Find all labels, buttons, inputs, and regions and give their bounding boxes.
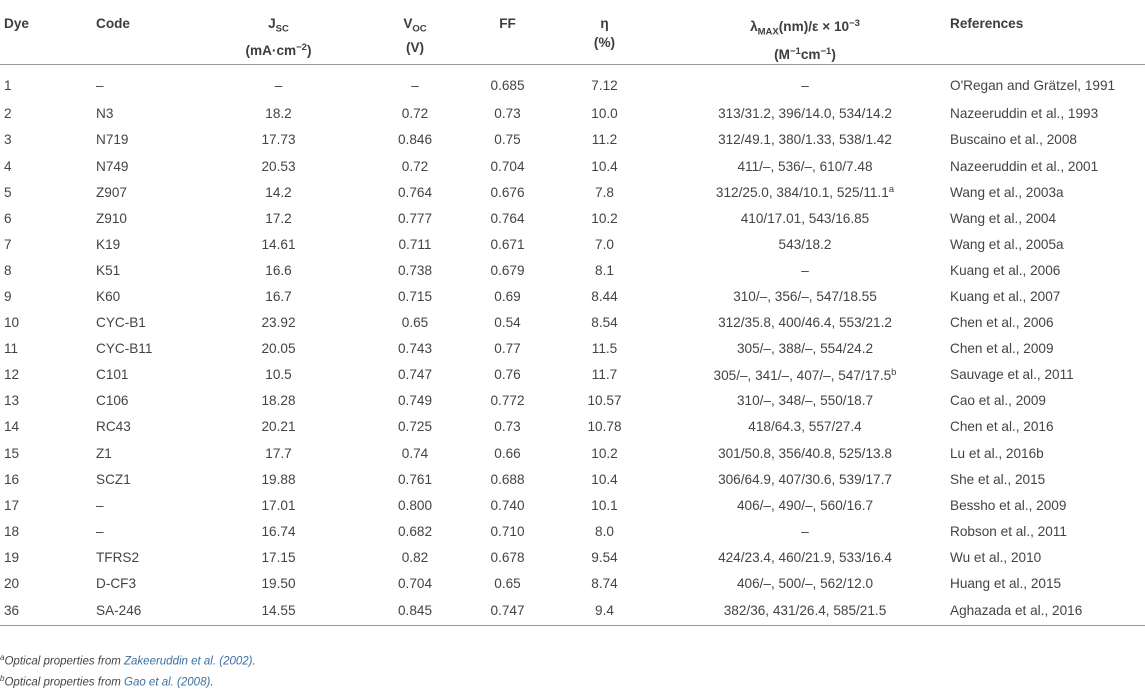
cell-dye: 20 xyxy=(4,576,20,592)
cell-jsc: 14.61 xyxy=(261,236,296,252)
cell-eta: 10.4 xyxy=(591,158,618,174)
cell-dye: 5 xyxy=(4,184,12,200)
cell-voc: 0.74 xyxy=(401,445,429,461)
cell-lambda: 310/–, 356/–, 547/18.55 xyxy=(733,289,877,304)
header-row xyxy=(0,0,1145,64)
cell-voc: 0.747 xyxy=(397,367,433,383)
cell-dye: 17 xyxy=(4,497,20,513)
cell-dye: 6 xyxy=(4,210,12,226)
cell-voc: 0.743 xyxy=(397,341,433,357)
cell-dye: 14 xyxy=(4,419,20,435)
cell-reference: Cao et al., 2009 xyxy=(950,393,1046,409)
table-row xyxy=(0,64,1145,101)
cell-lambda: – xyxy=(801,523,809,539)
cell-eta: 11.7 xyxy=(591,367,618,383)
cell-voc: 0.682 xyxy=(397,523,433,539)
table-row xyxy=(0,544,1145,570)
cell-lambda: 305/–, 388/–, 554/24.2 xyxy=(736,341,874,357)
cell-lambda: 411/–, 536/–, 610/7.48 xyxy=(737,158,873,174)
cell-lambda: 310/–, 348/–, 550/18.7 xyxy=(736,393,874,409)
cell-ff: 0.688 xyxy=(490,471,525,487)
cell-jsc: 19.88 xyxy=(261,471,296,487)
cell-lambda: 382/36, 431/26.4, 585/21.5 xyxy=(723,603,887,619)
header-code: Code xyxy=(96,16,130,31)
cell-reference: Nazeeruddin et al., 1993 xyxy=(950,106,1099,122)
table-row xyxy=(0,179,1145,205)
cell-dye: 10 xyxy=(4,315,20,331)
cell-code: TFRS2 xyxy=(96,549,140,565)
cell-jsc: 19.50 xyxy=(261,576,296,592)
cell-reference: Chen et al., 2006 xyxy=(950,315,1054,331)
cell-jsc: 17.15 xyxy=(261,549,296,565)
cell-eta: 8.74 xyxy=(591,576,618,592)
cell-code: K51 xyxy=(96,262,121,278)
cell-eta: 10.2 xyxy=(591,445,618,461)
cell-code: K60 xyxy=(96,289,121,304)
cell-voc: 0.761 xyxy=(397,471,433,487)
cell-ff: 0.710 xyxy=(490,523,525,539)
cell-voc: 0.749 xyxy=(397,393,433,409)
cell-ff: 0.69 xyxy=(494,289,521,304)
cell-dye: 18 xyxy=(4,523,20,539)
header-voc: $V_{OC}$ (V) xyxy=(403,16,427,56)
cell-ff: 0.764 xyxy=(490,210,525,226)
cell-dye: 16 xyxy=(4,471,20,487)
cell-voc: 0.777 xyxy=(397,210,433,226)
header-lambda: $\lambda_{MAX}(nm)/\varepsilon \times 10^{-3}$ $(M^{-1}cm^{-1})$ xyxy=(750,18,860,62)
cell-voc: 0.800 xyxy=(397,497,433,513)
cell-lambda: 543/18.2 xyxy=(778,236,832,252)
table-row xyxy=(0,362,1145,388)
cell-code: K19 xyxy=(96,236,121,252)
cell-eta: 10.57 xyxy=(587,393,622,409)
cell-ff: 0.54 xyxy=(494,315,521,331)
cell-voc: 0.764 xyxy=(397,184,433,200)
table-row xyxy=(0,231,1145,257)
table-row xyxy=(0,101,1145,127)
footnote-marker: b xyxy=(891,366,897,378)
cell-reference: Huang et al., 2015 xyxy=(950,576,1062,592)
cell-eta: 7.12 xyxy=(591,78,618,94)
cell-jsc: 23.92 xyxy=(261,315,296,331)
cell-voc: 0.82 xyxy=(401,549,429,565)
cell-eta: 8.1 xyxy=(595,262,614,278)
cell-eta: 10.0 xyxy=(591,106,618,122)
cell-ff: 0.77 xyxy=(494,341,521,357)
table-row xyxy=(0,388,1145,414)
table-row xyxy=(0,440,1145,466)
header-jsc: $J_{SC}$ $(mA\cdot cm^{-2})$ xyxy=(245,16,312,59)
cell-jsc: 20.21 xyxy=(261,419,296,435)
cell-reference: Buscaino et al., 2008 xyxy=(950,132,1077,148)
cell-jsc: 17.2 xyxy=(265,210,292,226)
cell-dye: 2 xyxy=(4,106,12,122)
cell-dye: 12 xyxy=(4,367,20,383)
cell-dye: 1 xyxy=(4,78,12,94)
cell-dye: 13 xyxy=(4,393,20,409)
cell-lambda: 406/–, 490/–, 560/16.7 xyxy=(736,497,874,513)
table-row xyxy=(0,127,1145,153)
cell-lambda: 418/64.3, 557/27.4 xyxy=(748,419,862,435)
cell-reference: She et al., 2015 xyxy=(950,471,1046,487)
cell-jsc: 16.7 xyxy=(265,289,292,304)
cell-ff: 0.73 xyxy=(494,419,521,435)
cell-reference: Chen et al., 2009 xyxy=(950,341,1054,357)
cell-eta: 9.4 xyxy=(595,603,614,619)
cell-voc: 0.738 xyxy=(397,262,433,278)
cell-lambda: 312/25.0, 384/10.1, 525/11.1$^a$ xyxy=(715,184,895,201)
cell-eta: 10.78 xyxy=(587,419,622,435)
cell-eta: 10.1 xyxy=(591,497,618,513)
table-row xyxy=(0,466,1145,492)
cell-code: C106 xyxy=(96,393,129,409)
header-eta: η (%) xyxy=(593,16,616,50)
cell-jsc: 16.74 xyxy=(261,523,296,539)
cell-reference: Robson et al., 2011 xyxy=(950,523,1067,539)
cell-jsc: 14.2 xyxy=(265,184,292,200)
cell-lambda: 406/–, 500/–, 562/12.0 xyxy=(736,576,874,592)
cell-reference: Bessho et al., 2009 xyxy=(950,497,1067,513)
cell-ff: 0.704 xyxy=(490,158,525,174)
cell-code: SA-246 xyxy=(96,603,142,619)
cell-code: N749 xyxy=(96,158,129,174)
cell-ff: 0.676 xyxy=(490,184,525,200)
table-row xyxy=(0,570,1145,596)
cell-code: RC43 xyxy=(96,419,131,435)
cell-code: – xyxy=(96,497,104,513)
cell-reference: Wang et al., 2005a xyxy=(950,236,1064,252)
cell-voc: – xyxy=(411,78,419,94)
cell-code: CYC-B1 xyxy=(96,315,146,331)
cell-ff: 0.747 xyxy=(490,603,525,619)
footnote-b-link[interactable]: Gao et al. (2008) xyxy=(124,676,211,689)
cell-lambda: 312/35.8, 400/46.4, 553/21.2 xyxy=(718,315,892,331)
cell-eta: 8.44 xyxy=(591,289,618,304)
cell-ff: 0.75 xyxy=(494,132,521,148)
cell-lambda: 312/49.1, 380/1.33, 538/1.42 xyxy=(718,132,892,148)
cell-reference: Kuang et al., 2007 xyxy=(950,289,1061,304)
cell-code: Z910 xyxy=(96,210,127,226)
cell-jsc: 20.05 xyxy=(261,341,296,357)
cell-jsc: 20.53 xyxy=(261,158,296,174)
footnote-marker: a xyxy=(888,184,895,195)
cell-code: – xyxy=(96,523,104,539)
cell-reference: Wang et al., 2004 xyxy=(950,210,1057,226)
cell-voc: 0.65 xyxy=(401,315,429,331)
table-row xyxy=(0,518,1145,544)
header-ff: FF xyxy=(499,16,516,31)
cell-jsc: 14.55 xyxy=(261,603,296,619)
cell-jsc: 17.01 xyxy=(261,497,296,513)
cell-reference: Chen et al., 2016 xyxy=(950,419,1054,435)
cell-dye: 11 xyxy=(4,341,19,357)
cell-voc: 0.725 xyxy=(397,419,433,435)
cell-jsc: 18.2 xyxy=(265,106,292,122)
cell-ff: 0.678 xyxy=(490,549,525,565)
table-row xyxy=(0,310,1145,336)
cell-reference: Lu et al., 2016b xyxy=(950,445,1044,461)
cell-code: Z1 xyxy=(96,445,112,461)
cell-dye: 4 xyxy=(4,158,12,174)
cell-code: SCZ1 xyxy=(96,471,131,487)
footnote-a-link[interactable]: Zakeeruddin et al. (2002) xyxy=(124,655,253,668)
cell-dye: 36 xyxy=(4,603,20,619)
cell-lambda: 301/50.8, 356/40.8, 525/13.8 xyxy=(718,445,892,461)
cell-voc: 0.845 xyxy=(397,603,433,619)
cell-eta: 10.2 xyxy=(591,210,618,226)
cell-reference: Sauvage et al., 2011 xyxy=(950,367,1074,383)
table-row xyxy=(0,336,1145,362)
cell-ff: 0.685 xyxy=(490,78,525,94)
cell-lambda: 424/23.4, 460/21.9, 533/16.4 xyxy=(718,549,892,565)
cell-lambda: – xyxy=(801,78,809,94)
table-row xyxy=(0,205,1145,231)
cell-jsc: 17.7 xyxy=(265,445,292,461)
cell-dye: 3 xyxy=(4,132,12,148)
cell-code: N719 xyxy=(96,132,129,148)
cell-voc: 0.72 xyxy=(401,158,429,174)
header-dye: Dye xyxy=(4,16,29,31)
cell-eta: 9.54 xyxy=(591,549,618,565)
cell-eta: 10.4 xyxy=(591,471,618,487)
table-row xyxy=(0,492,1145,518)
cell-eta: 8.54 xyxy=(591,315,618,331)
cell-ff: 0.679 xyxy=(490,262,525,278)
cell-ff: 0.740 xyxy=(490,497,525,513)
cell-dye: 8 xyxy=(4,262,12,278)
cell-eta: 11.2 xyxy=(591,132,618,148)
cell-eta: 7.8 xyxy=(595,184,614,200)
cell-voc: 0.846 xyxy=(397,132,433,148)
cell-lambda: 306/64.9, 407/30.6, 539/17.7 xyxy=(718,471,892,487)
cell-jsc: 16.6 xyxy=(265,262,292,278)
cell-lambda: 410/17.01, 543/16.85 xyxy=(740,210,870,226)
cell-voc: 0.704 xyxy=(397,576,433,592)
header-references: References xyxy=(950,16,1024,31)
cell-reference: Wang et al., 2003a xyxy=(950,184,1064,200)
table-row xyxy=(0,153,1145,179)
cell-dye: 7 xyxy=(4,236,12,252)
cell-code: Z907 xyxy=(96,184,127,200)
cell-ff: 0.73 xyxy=(494,106,521,122)
table-row xyxy=(0,283,1145,309)
cell-ff: 0.65 xyxy=(494,576,521,592)
cell-ff: 0.772 xyxy=(490,393,525,409)
cell-lambda: 305/–, 341/–, 407/–, 547/17.5$^b$ xyxy=(713,366,897,383)
cell-ff: 0.671 xyxy=(490,236,525,252)
footnotes xyxy=(0,649,256,692)
cell-dye: 9 xyxy=(4,289,12,304)
table-row xyxy=(0,257,1145,283)
cell-voc: 0.711 xyxy=(398,236,432,252)
cell-eta: 11.5 xyxy=(591,341,618,357)
cell-eta: 8.0 xyxy=(595,523,614,539)
cell-reference: O'Regan and Grätzel, 1991 xyxy=(950,78,1116,94)
table-row xyxy=(0,597,1145,626)
cell-dye: 15 xyxy=(4,445,20,461)
cell-jsc: 17.73 xyxy=(261,132,296,148)
cell-code: – xyxy=(96,78,104,94)
cell-dye: 19 xyxy=(4,549,20,565)
cell-reference: Aghazada et al., 2016 xyxy=(950,603,1083,619)
cell-jsc: 18.28 xyxy=(261,393,296,409)
cell-jsc: – xyxy=(274,78,283,94)
footnote-a: $^a$Optical properties from Zakeeruddin et al. (2002). xyxy=(0,653,256,668)
table-body xyxy=(0,64,1145,625)
cell-ff: 0.76 xyxy=(494,367,521,383)
table-row xyxy=(0,414,1145,440)
cell-code: N3 xyxy=(96,106,114,122)
cell-reference: Nazeeruddin et al., 2001 xyxy=(950,158,1099,174)
cell-reference: Kuang et al., 2006 xyxy=(950,262,1061,278)
footnote-b: $^b$Optical properties from Gao et al. (2008). xyxy=(0,674,214,689)
cell-code: C101 xyxy=(96,367,129,383)
cell-code: D-CF3 xyxy=(96,576,137,592)
cell-voc: 0.715 xyxy=(397,289,433,304)
cell-lambda: – xyxy=(801,262,809,278)
cell-eta: 7.0 xyxy=(595,236,614,252)
cell-lambda: 313/31.2, 396/14.0, 534/14.2 xyxy=(718,106,892,122)
cell-voc: 0.72 xyxy=(401,106,429,122)
cell-code: CYC-B11 xyxy=(96,341,153,357)
cell-jsc: 10.5 xyxy=(265,367,292,383)
cell-reference: Wu et al., 2010 xyxy=(950,549,1042,565)
cell-ff: 0.66 xyxy=(494,445,521,461)
